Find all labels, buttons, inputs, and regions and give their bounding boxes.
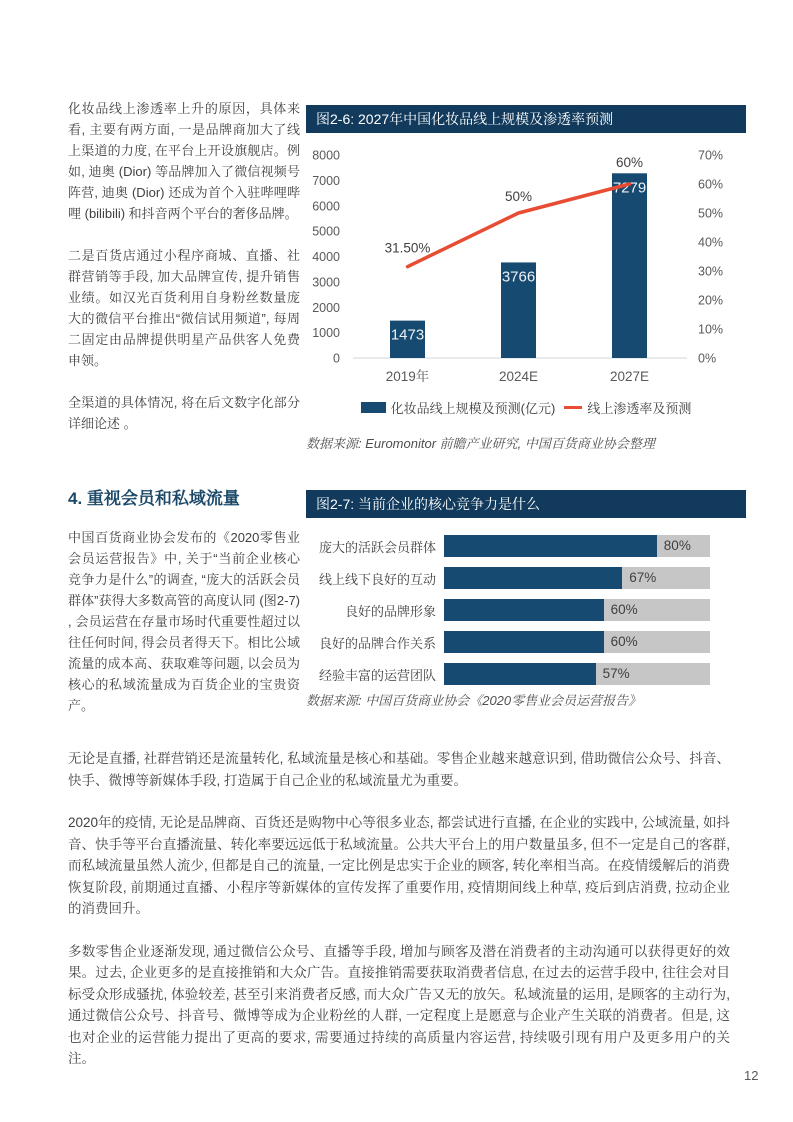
left-axis-tick: 8000 (312, 148, 340, 163)
paragraph: 中国百货商业协会发布的《2020零售业会员运营报告》中, 关于“当前企业核心竞争力是什么”的调查, “庞大的活跃会员群体”获得大多数高管的高度认同 (图2-7) , 会员运营在存量市场时代重要性超过以往任何时间, 得会员者得天下。相比公域流量的成本高、获取难等问题, 以会员为核心的私域流量成为百货企业的宝贵资产。 (68, 530, 300, 713)
figure-2-6-source: 数据来源: Euromonitor 前瞻产业研究, 中国百货商业协会整理 (306, 436, 655, 451)
right-axis-tick: 50% (698, 206, 724, 221)
bar-value-label: 1473 (390, 326, 425, 344)
figure-2-7-title-bar: 图2-7: 当前企业的核心竞争力是什么 (306, 490, 746, 518)
figure26-chart (306, 139, 746, 391)
x-axis-label: 2027E (609, 369, 650, 384)
legend-item-bars (361, 398, 556, 417)
right-axis-tick: 10% (698, 322, 724, 337)
paragraph: 二是百货店通过小程序商城、直播、社群营销等手段, 加大品牌宣传, 提升销售业绩。如汉光百货利用自身粉丝数量庞大的微信平台推出“微信试用频道”, 每周二固定由品牌提供明星产品供客人免费申领。 (68, 248, 300, 368)
legend-label: 线上渗透率及预测 (587, 401, 692, 416)
bar-category-label: 庞大的活跃会员群体 (318, 539, 436, 555)
right-axis-tick: 40% (698, 235, 724, 250)
figure27-rows (306, 535, 710, 695)
bar-row (306, 663, 710, 685)
line-point-label: 50% (504, 189, 533, 204)
figure-2-6 (306, 105, 746, 460)
bar-fill (444, 663, 596, 685)
section-4-heading: 4. 重视会员和私域流量 (68, 489, 240, 508)
bar-row (306, 567, 710, 589)
paragraph: 2020年的疫情, 无论是品牌商、百货还是购物中心等很多业态, 都尝试进行直播, 在企业的实践中, 公域流量, 如抖音、快手等平台直播流量、转化率要远远低于私域流量。公共大平台上的用户数量虽多, 但不一定是自己的客群, 而私域流量虽然人流少, 但都是自己的流量, 一定比例是忠实于企业的顾客, 转化率相当高。在疫情缓解后的消费恢复阶段, 前期通过直播、小程序等新媒体的宣传发挥了重要作用, 疫情期间线上种草, 疫后到店消费, 拉动企业的消费回升。 (68, 815, 730, 916)
line-point-label: 60% (615, 155, 644, 170)
bar-value-label: 57% (602, 666, 630, 681)
bar-fill (444, 599, 604, 621)
bar-category-label: 良好的品牌形象 (344, 603, 436, 619)
line-point-label: 31.50% (384, 240, 431, 256)
figure-2-6-legend (306, 398, 746, 417)
bar-series-swatch (361, 402, 386, 413)
bar-row (306, 599, 710, 621)
left-axis-tick: 3000 (312, 275, 340, 290)
paragraph: 多数零售企业逐渐发现, 通过微信公众号、直播等手段, 增加与顾客及潜在消费者的主动沟通可以获得更好的效果。过去, 企业更多的是直接推销和大众广告。直接推销需要获取消费者信息, 在过去的运营手段中, 往往会对目标受众形成骚扰, 体验较差, 甚至引来消费者反感, 而大众广告又无的放矢。私域流量的运用, 是顾客的主动行为, 通过微信公众号、抖音号、微博等成为企业粉丝的人群, 一定程度上是愿意与企业产生关联的消费者。但是, 这也对企业的运营能力提出了更高的要求, 需要通过持续的高质量内容运营, 持续吸引现有用户及更多用户的关注。 (68, 943, 730, 1066)
left-axis-tick: 5000 (312, 224, 340, 239)
bar-row (306, 535, 710, 557)
section-4-text-column (68, 527, 300, 716)
x-axis-label: 2019年 (385, 369, 430, 384)
figure-2-6-title-bar: 图2-6: 2027年中国化妆品线上规模及渗透率预测 (306, 105, 746, 133)
right-axis-tick: 20% (698, 293, 724, 308)
figure-2-7-source: 数据来源: 中国百货商业协会《2020零售业会员运营报告》 (306, 693, 642, 708)
line-series-swatch (564, 406, 582, 410)
bar-value-label: 3766 (501, 268, 536, 286)
bar-value-label: 80% (663, 538, 691, 553)
paragraph: 全渠道的具体情况, 将在后文数字化部分详细论述 。 (68, 395, 300, 431)
right-axis-tick: 70% (698, 148, 724, 163)
right-axis-tick: 60% (698, 177, 724, 192)
left-axis-tick: 7000 (312, 173, 340, 188)
left-axis-tick: 2000 (312, 300, 340, 315)
bar-category-label: 良好的品牌合作关系 (318, 635, 436, 651)
left-text-column (68, 98, 300, 455)
right-axis-tick: 0% (698, 351, 717, 366)
bar-track (444, 663, 710, 685)
left-axis-tick: 0 (333, 351, 340, 366)
left-axis-tick: 6000 (312, 199, 340, 214)
body-text (68, 748, 730, 1070)
legend-label: 化妆品线上规模及预测(亿元) (390, 401, 556, 416)
bar-track (444, 535, 710, 557)
figure-2-7 (306, 490, 746, 725)
bar-value-label: 60% (610, 634, 638, 649)
paragraph: 化妆品线上渗透率上升的原因，具体来看, 主要有两方面, 一是品牌商加大了线上渠道的力度, 在平台上开设旗舰店。例如, 迪奥 (Dior) 等品牌加入了微信视频号阵营, 迪奥 (Dior) 还成为首个入驻哔哩哔哩 (bilibili) 和抖音两个平台的奢侈品牌。 (68, 101, 300, 221)
left-axis-tick: 4000 (312, 250, 340, 264)
bar-category-label: 经验丰富的运营团队 (318, 667, 436, 683)
bar-fill (444, 567, 622, 589)
bar-fill (444, 631, 604, 653)
bar-track (444, 599, 710, 621)
bar-row (306, 631, 710, 653)
bar-fill (444, 535, 657, 557)
bar-track (444, 631, 710, 653)
right-axis-tick: 30% (698, 264, 724, 279)
bar-track (444, 567, 710, 589)
page-number: 12 (744, 1068, 759, 1083)
bar-value-label: 7279 (612, 179, 647, 197)
x-axis-label: 2024E (498, 369, 539, 384)
bar-value-label: 60% (610, 602, 638, 617)
left-axis-tick: 1000 (312, 326, 340, 341)
paragraph: 无论是直播, 社群营销还是流量转化, 私域流量是核心和基础。零售企业越来越意识到, 借助微信公众号、抖音、快手、微博等新媒体手段, 打造属于自己企业的私域流量尤为重要。 (68, 751, 730, 788)
bar-value-label: 67% (629, 570, 657, 585)
bar (612, 173, 647, 358)
legend-item-line (564, 398, 691, 417)
bar-category-label: 线上线下良好的互动 (318, 571, 436, 587)
